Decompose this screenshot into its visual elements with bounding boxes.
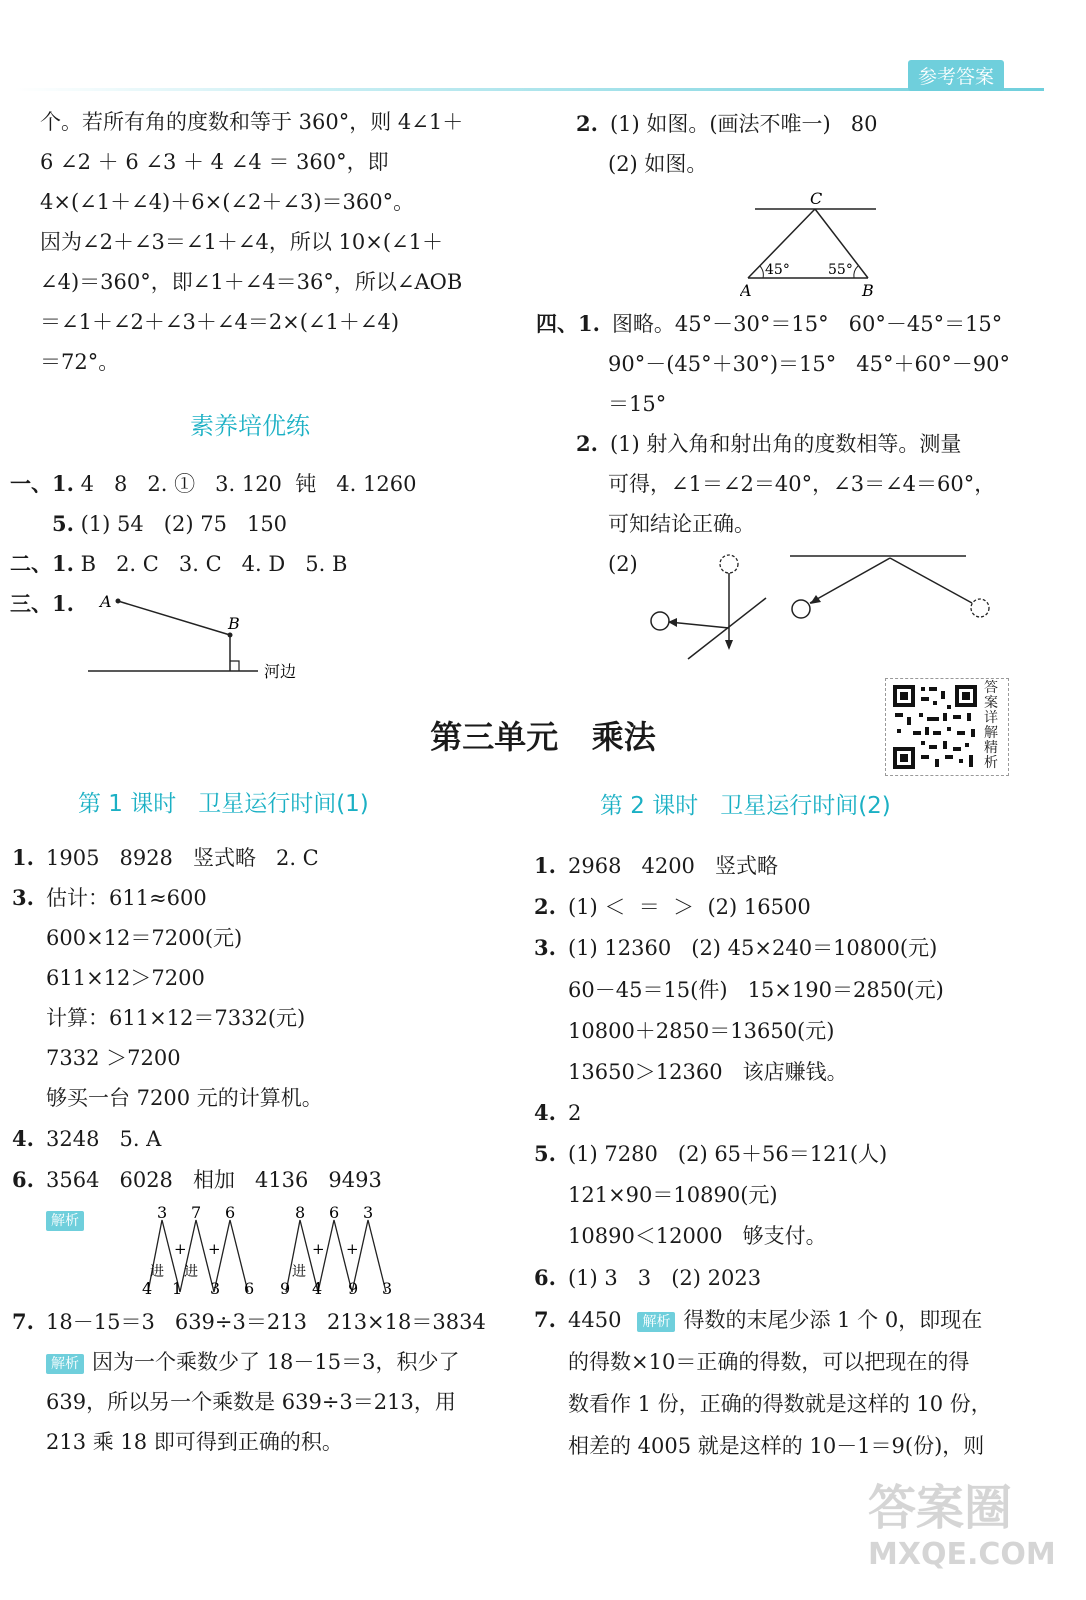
explain-line: 数看作 1 份，正确的得数就是这样的 10 份， xyxy=(568,1392,992,1416)
header-rule xyxy=(14,88,1044,91)
answer-row xyxy=(534,1216,827,1256)
digit: 3 xyxy=(157,1204,168,1222)
answer-prefix: 四、1. xyxy=(536,311,600,336)
jiexi-badge: 解析 xyxy=(46,1211,84,1231)
answer-prefix: 5. xyxy=(52,511,74,536)
answer-text: 2968 4200 竖式略 xyxy=(568,854,778,878)
qr-code-block xyxy=(885,678,1009,776)
answer-text: 4450 xyxy=(568,1308,622,1332)
lesson1-title: 第 1 课时 卫星运行时间(1) xyxy=(78,791,369,817)
unit-title: 第三单元 乘法 xyxy=(430,718,656,756)
answer-text: 估计：611≈600 xyxy=(46,886,207,910)
answer-text: 18－15＝3 639÷3＝213 213×18＝3834 xyxy=(46,1310,486,1334)
answer-text: 够买一台 7200 元的计算机。 xyxy=(46,1086,323,1110)
answer-number: 3. xyxy=(12,885,34,910)
answer-number: 4. xyxy=(534,1100,556,1125)
answer-line: ＝15° xyxy=(608,392,667,416)
answer-row xyxy=(534,1011,834,1051)
answer-row xyxy=(576,104,878,144)
left-line: ＝∠1＋∠2＋∠3＋∠4＝2×(∠1＋∠4) xyxy=(40,310,400,334)
reflection-figure xyxy=(640,548,1000,668)
explain-line: 的得数×10＝正确的得数，可以把现在的得 xyxy=(568,1350,970,1374)
vertex-b-label: B xyxy=(862,281,874,300)
answer-row xyxy=(12,1160,382,1200)
answer-row xyxy=(10,464,416,504)
answer-number: 7. xyxy=(12,1309,34,1334)
river-label: 河边 xyxy=(264,662,297,681)
answer-row xyxy=(12,1119,161,1159)
answer-number: 1. xyxy=(12,845,34,870)
answer-prefix: 2. xyxy=(576,431,598,456)
answer-text: 10890＜12000 够支付。 xyxy=(568,1224,827,1248)
answer-text: 计算：611×12＝7332(元) xyxy=(46,1006,306,1030)
carry-label: 进 xyxy=(150,1264,164,1280)
answer-row xyxy=(10,584,74,624)
plus-sign: + xyxy=(174,1240,187,1258)
answer-text: 13650＞12360 该店赚钱。 xyxy=(568,1060,848,1084)
answer-text: 60－45＝15(件) 15×190＝2850(元) xyxy=(568,978,944,1002)
digit: 6 xyxy=(329,1204,340,1222)
answer-text: (1) 如图。(画法不唯一) 80 xyxy=(609,112,878,136)
answer-row xyxy=(10,544,347,584)
answer-number: 1. xyxy=(534,853,556,878)
answer-row xyxy=(12,1078,323,1118)
answer-text: (1) 射入角和射出角的度数相等。测量 xyxy=(609,432,962,456)
answer-row xyxy=(12,838,319,878)
answer-row xyxy=(534,1093,581,1133)
answer-text: (1) ＜ ＝ ＞ (2) 16500 xyxy=(568,895,811,919)
left-line: 因为∠2＋∠3＝∠1＋∠4，所以 10×(∠1＋ xyxy=(40,230,443,254)
answer-row xyxy=(52,504,287,544)
answer-text: 611×12＞7200 xyxy=(46,966,205,990)
answer-text: 10800＋2850＝13650(元) xyxy=(568,1019,835,1043)
angle-a-label: 45° xyxy=(765,262,790,278)
left-line: 个。若所有角的度数和等于 360°，则 4∠1＋ xyxy=(40,110,464,134)
answer-row xyxy=(12,998,305,1038)
digit: 8 xyxy=(295,1204,306,1222)
answer-line: 可知结论正确。 xyxy=(608,512,755,536)
answer-text: 2 xyxy=(568,1101,582,1125)
digit: 9 xyxy=(280,1279,291,1298)
answer-prefix: 2. xyxy=(576,111,598,136)
angle-b-label: 55° xyxy=(828,262,853,278)
explain-line: 相差的 4005 就是这样的 10－1＝9(份)，则 xyxy=(568,1434,985,1458)
answer-row xyxy=(534,928,937,968)
explain-line xyxy=(46,1342,459,1382)
answer-text: 600×12＝7200(元) xyxy=(46,926,243,950)
left-line: 6 ∠2 ＋ 6 ∠3 ＋ 4 ∠4 ＝ 360°，即 xyxy=(40,150,389,174)
answer-number: 7. xyxy=(534,1307,556,1332)
digit: 1 xyxy=(172,1279,183,1298)
lesson2-title: 第 2 课时 卫星运行时间(2) xyxy=(600,793,891,819)
answer-text: 3564 6028 相加 4136 9493 xyxy=(46,1168,382,1192)
digit: 4 xyxy=(142,1279,153,1298)
explain-text: 因为一个乘数少了 18－15＝3，积少了 xyxy=(92,1350,460,1374)
answer-number: 6. xyxy=(534,1265,556,1290)
answer-text: 3248 5. A xyxy=(46,1127,162,1151)
watermark-logo: 答案圈 xyxy=(868,1480,1013,1536)
digit: 3 xyxy=(382,1279,393,1298)
answer-row xyxy=(534,1258,761,1298)
vertex-a-label: A xyxy=(740,281,752,300)
answer-number: 5. xyxy=(534,1141,556,1166)
digit: 6 xyxy=(244,1279,255,1298)
answer-number: 3. xyxy=(534,935,556,960)
answer-row xyxy=(536,304,1002,344)
answer-text: (1) 12360 (2) 45×240＝10800(元) xyxy=(568,936,938,960)
qr-label: 答案详解精析 xyxy=(984,680,998,771)
left-line: ∠4)＝360°，即∠1＋∠4＝36°，所以∠AOB xyxy=(40,270,463,294)
answer-text: (1) 54 (2) 75 150 xyxy=(73,512,288,536)
watermark-url: MXQE.COM xyxy=(868,1537,1056,1572)
answer-text: (1) 3 3 (2) 2023 xyxy=(568,1266,762,1290)
answer-row xyxy=(12,878,207,918)
answer-row: (2) 如图。 xyxy=(608,152,708,176)
answer-line: 可得，∠1＝∠2＝40°，∠3＝∠4＝60°， xyxy=(608,472,996,496)
explain-line: 639，所以另一个乘数是 639÷3＝213，用 xyxy=(46,1390,456,1414)
answer-number: 2. xyxy=(534,894,556,919)
triangle-figure xyxy=(740,188,890,300)
answer-row xyxy=(534,846,778,886)
left-line: 4×(∠1＋∠4)＋6×(∠2＋∠3)＝360°。 xyxy=(40,190,415,214)
carry-label: 进 xyxy=(292,1264,306,1280)
section-title: 素养培优练 xyxy=(190,412,310,440)
jiexi-badge: 解析 xyxy=(46,1354,84,1374)
header-badge: 参考答案 xyxy=(908,60,1004,91)
answer-prefix: 二、1. xyxy=(10,551,74,576)
answer-prefix: 三、1. xyxy=(10,591,74,616)
answer-row xyxy=(534,1175,778,1215)
answer-row xyxy=(534,887,811,927)
answer-row xyxy=(12,1302,486,1342)
answer-row xyxy=(12,918,242,958)
plus-sign: + xyxy=(312,1240,325,1258)
digit: 9 xyxy=(348,1279,359,1298)
answer-number: 6. xyxy=(12,1167,34,1192)
answer-row xyxy=(576,424,961,464)
jiexi-badge: 解析 xyxy=(637,1312,675,1332)
answer-text: 图略。45°－30°＝15° 60°－45°＝15° xyxy=(611,312,1003,336)
carry-label: 进 xyxy=(184,1264,198,1280)
digit: 4 xyxy=(312,1279,323,1298)
digit-sum-diagram xyxy=(130,1204,400,1300)
answer-row xyxy=(534,1300,982,1340)
answer-row xyxy=(534,1134,887,1174)
vertex-c-label: C xyxy=(810,189,823,208)
answer-text: 4 8 2. ① 3. 120 钝 4. 1260 xyxy=(73,472,417,496)
river-figure xyxy=(80,585,330,695)
answer-line: (2) xyxy=(608,552,638,576)
answer-number: 4. xyxy=(12,1126,34,1151)
digit: 3 xyxy=(210,1279,221,1298)
answer-row xyxy=(12,1038,181,1078)
answer-text: 1905 8928 竖式略 2. C xyxy=(46,846,319,870)
digit: 7 xyxy=(191,1204,202,1222)
answer-row xyxy=(534,1052,848,1092)
answer-text: B 2. C 3. C 4. D 5. B xyxy=(73,552,348,576)
answer-prefix: 一、1. xyxy=(10,471,74,496)
point-a-label: A xyxy=(100,592,112,611)
answer-row xyxy=(12,958,205,998)
watermark xyxy=(868,1480,1068,1590)
left-line: ＝72°。 xyxy=(40,350,120,374)
digit: 3 xyxy=(363,1204,374,1222)
plus-sign: + xyxy=(346,1240,359,1258)
digit: 6 xyxy=(225,1204,236,1222)
answer-row xyxy=(534,970,944,1010)
answer-text: (1) 7280 (2) 65＋56＝121(人) xyxy=(568,1142,888,1166)
answer-text: 121×90＝10890(元) xyxy=(568,1183,778,1207)
point-b-label: B xyxy=(228,614,240,633)
plus-sign: + xyxy=(208,1240,221,1258)
explain-line: 213 乘 18 即可得到正确的积。 xyxy=(46,1430,343,1454)
qr-code-icon xyxy=(891,683,979,771)
answer-line: 90°－(45°＋30°)＝15° 45°＋60°－90° xyxy=(608,352,1010,376)
answer-text: 7332 ＞7200 xyxy=(46,1046,181,1070)
explain-text: 得数的末尾少添 1 个 0，即现在 xyxy=(683,1308,983,1332)
